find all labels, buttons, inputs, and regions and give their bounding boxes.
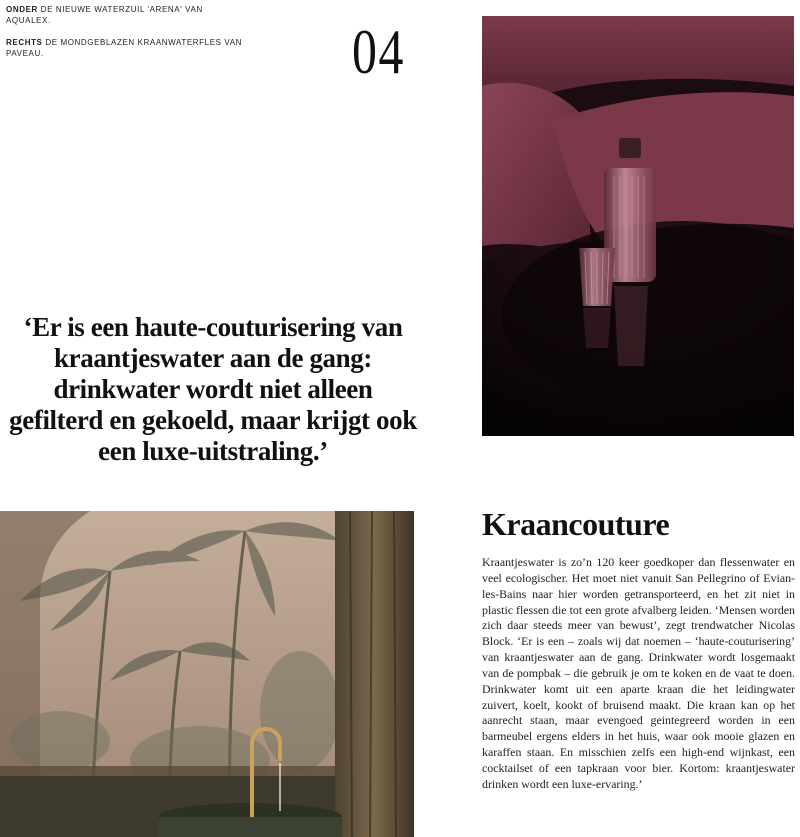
palm-wallpaper-illustration — [0, 511, 414, 837]
article-heading: Kraancouture — [482, 506, 670, 542]
pull-quote: ‘Er is een haute-couturisering van kraantjeswater aan de gang: drinkwater wordt niet alleen gefilterd en gekoeld, maar krijgt ook een luxe-uitstraling.’ — [9, 312, 417, 466]
photo-captions — [6, 4, 246, 70]
decanter-illustration — [482, 16, 794, 436]
caption-right-label: RECHTS — [6, 38, 43, 47]
caption-below-label: ONDER — [6, 5, 38, 14]
article-body: Kraantjeswater is zo’n 120 keer goedkoper dan flessenwater en veel ecologischer. Het moet niet vanuit San Pellegrino of Evian-les-Bains naar hier worden getransporteerd, en het zit niet in plastic flessen die tot een grote afvalberg leiden. ‘Mensen worden zich daar steeds meer van bewust’, zegt trendwatcher Nicolas Block. ‘Er is een – zoals wij dat noemen – ‘haute-couturisering’ van kraantjeswater aan de gang. Drinkwater wordt losgemaakt van de pompbak – die gebruik je om te koken en de vaat te doen. Drinkwater komt uit een aparte kraan die het leidingwater zuivert, koelt, kookt of bruisend maakt. Die kraan kan op het aanrecht staan, maar evengoed geintegreerd worden in een barmeubel ergens elders in het huis, waar ook mooie glazen en karaffen staan. En misschien zelfs een high-end wijnkast, een cocktailset of een tapkraan voor bier. Kortom: kraantjeswater drinken wordt een luxe-ervaring.’ — [482, 555, 795, 791]
water-tap-photo — [0, 511, 414, 837]
decanter-photo — [482, 16, 794, 436]
page-number: 04 — [352, 16, 406, 87]
caption-right-text: DE MONDGEBLAZEN KRAANWATERFLES VAN PAVEAU. — [6, 38, 243, 58]
caption-right — [6, 37, 246, 59]
caption-below-text: DE NIEUWE WATERZUIL 'ARENA' VAN AQUALEX. — [6, 5, 203, 25]
caption-below — [6, 4, 246, 26]
